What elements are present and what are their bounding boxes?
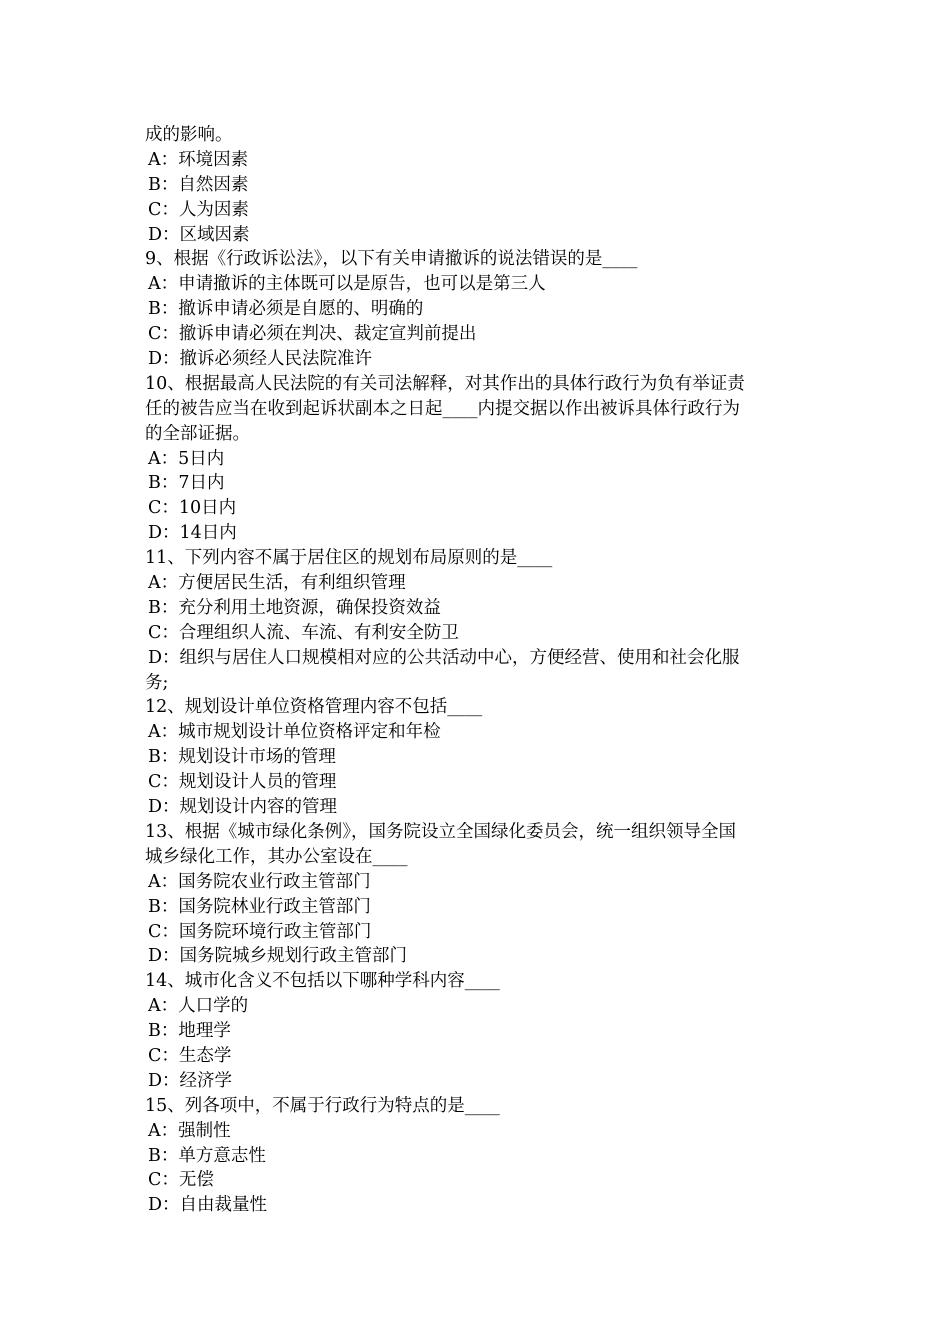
question-11-option-c: C：合理组织人流、车流、有利安全防卫 bbox=[148, 622, 459, 643]
question-10-option-d: D：14日内 bbox=[148, 523, 237, 544]
option-d: D：区域因素 bbox=[148, 224, 250, 245]
question-15-option-b: B：单方意志性 bbox=[148, 1145, 266, 1166]
question-15-option-d: D：自由裁量性 bbox=[148, 1195, 268, 1216]
question-9-text: 9、根据《行政诉讼法》，以下有关申请撤诉的说法错误的是____ bbox=[145, 249, 638, 270]
question-12-option-a: A：城市规划设计单位资格评定和年检 bbox=[148, 722, 441, 743]
question-9-option-d: D：撤诉必须经人民法院准许 bbox=[148, 349, 373, 370]
question-14-option-b: B：地理学 bbox=[148, 1021, 231, 1042]
question-12-text: 12、规划设计单位资格管理内容不包括____ bbox=[145, 697, 483, 718]
question-15-text: 15、列各项中，不属于行政行为特点的是____ bbox=[145, 1095, 500, 1116]
question-11-text: 11、下列内容不属于居住区的规划布局原则的是____ bbox=[145, 548, 553, 569]
question-13-option-c: C：国务院环境行政主管部门 bbox=[148, 921, 372, 942]
question-fragment-line: 成的影响。 bbox=[145, 125, 233, 145]
question-14-text: 14、城市化含义不包括以下哪种学科内容____ bbox=[145, 971, 500, 992]
question-12-option-c: C：规划设计人员的管理 bbox=[148, 772, 337, 793]
question-15-option-c: C：无偿 bbox=[148, 1170, 214, 1191]
question-14-option-c: C：生态学 bbox=[148, 1045, 232, 1066]
option-b: B：自然因素 bbox=[148, 174, 249, 195]
question-11-option-b: B：充分利用土地资源，确保投资效益 bbox=[148, 597, 441, 618]
document-page bbox=[145, 123, 810, 1218]
question-13-option-d: D：国务院城乡规划行政主管部门 bbox=[148, 946, 408, 967]
question-12-option-d: D：规划设计内容的管理 bbox=[148, 797, 338, 818]
question-11-option-d-line-2: 务; bbox=[145, 672, 169, 693]
question-13-option-a: A：国务院农业行政主管部门 bbox=[148, 871, 371, 892]
question-11-option-a: A：方便居民生活，有利组织管理 bbox=[148, 573, 406, 594]
question-15-option-a: A：强制性 bbox=[148, 1120, 231, 1141]
question-11-option-d-line-1: D：组织与居住人口规模相对应的公共活动中心，方便经营、使用和社会化服 bbox=[148, 647, 740, 668]
question-10-text-line-3: 的全部证据。 bbox=[145, 423, 250, 444]
option-c: C：人为因素 bbox=[148, 199, 249, 220]
question-14-option-a: A：人口学的 bbox=[148, 996, 249, 1017]
question-10-text-line-1: 10、根据最高人民法院的有关司法解释，对其作出的具体行政行为负有举证责 bbox=[145, 373, 745, 394]
question-13-option-b: B：国务院林业行政主管部门 bbox=[148, 896, 371, 917]
question-10-option-c: C：10日内 bbox=[148, 498, 237, 519]
question-10-option-b: B：7日内 bbox=[148, 473, 225, 494]
question-9-option-a: A：申请撤诉的主体既可以是原告，也可以是第三人 bbox=[148, 274, 546, 295]
question-14-option-d: D：经济学 bbox=[148, 1070, 233, 1091]
question-9-option-b: B：撤诉申请必须是自愿的、明确的 bbox=[148, 299, 424, 320]
question-13-text-line-1: 13、根据《城市绿化条例》，国务院设立全国绿化委员会，统一组织领导全国 bbox=[145, 821, 737, 842]
question-13-text-line-2: 城乡绿化工作，其办公室设在____ bbox=[145, 846, 408, 867]
question-10-option-a: A：5日内 bbox=[148, 448, 225, 469]
question-12-option-b: B：规划设计市场的管理 bbox=[148, 747, 336, 768]
option-a: A：环境因素 bbox=[148, 149, 249, 170]
question-10-text-line-2: 任的被告应当在收到起诉状副本之日起____内提交据以作出被诉具体行政行为 bbox=[145, 398, 740, 419]
question-9-option-c: C：撤诉申请必须在判决、裁定宣判前提出 bbox=[148, 324, 477, 345]
